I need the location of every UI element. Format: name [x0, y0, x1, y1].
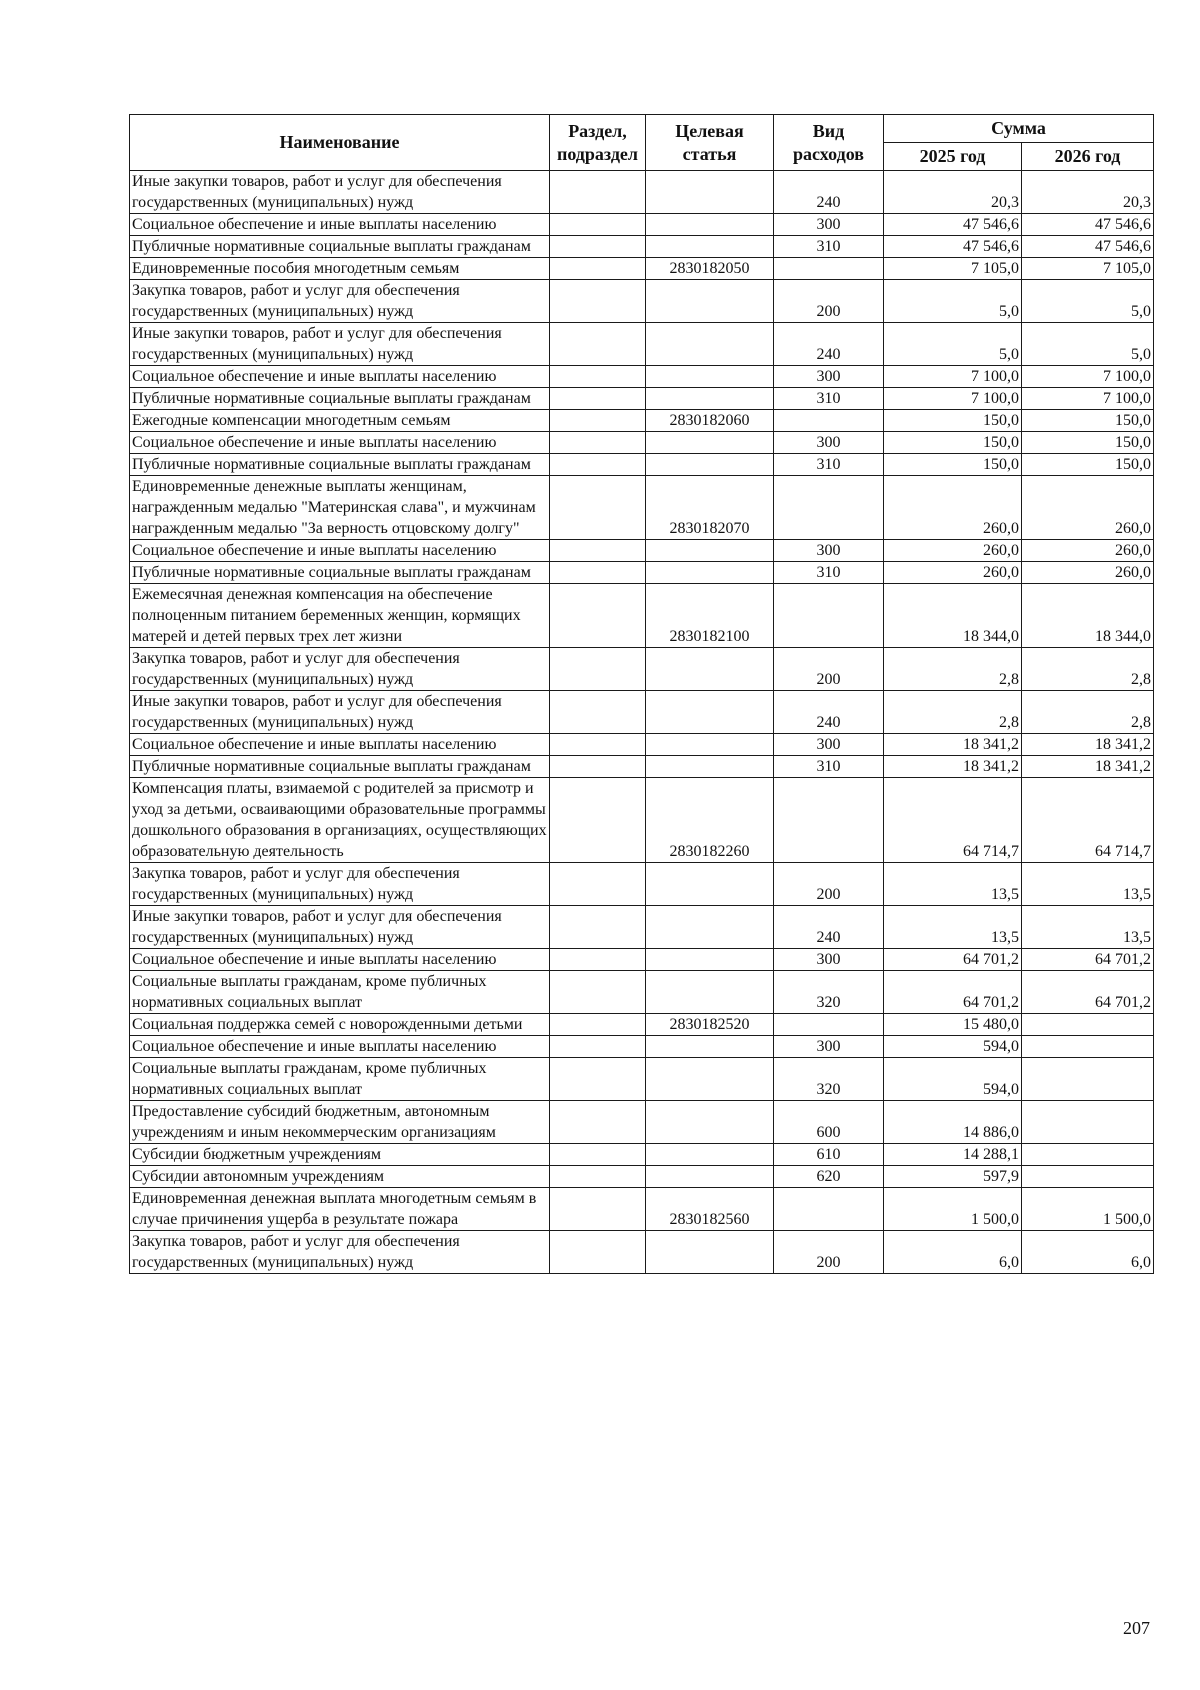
table-row	[130, 691, 1154, 734]
cell-target: 2830182050	[646, 258, 774, 280]
cell-target	[646, 1231, 774, 1274]
cell-section	[550, 971, 646, 1014]
cell-2026: 260,0	[1022, 540, 1154, 562]
cell-target: 2830182070	[646, 476, 774, 540]
cell-expense: 240	[774, 906, 884, 949]
table-row	[130, 540, 1154, 562]
cell-2026: 13,5	[1022, 906, 1154, 949]
cell-target	[646, 691, 774, 734]
cell-section	[550, 171, 646, 214]
cell-target: 2830182100	[646, 584, 774, 648]
cell-target	[646, 236, 774, 258]
cell-2026: 18 341,2	[1022, 756, 1154, 778]
cell-2025: 47 546,6	[884, 236, 1022, 258]
header-sum: Сумма	[884, 115, 1154, 143]
cell-section	[550, 476, 646, 540]
cell-name: Закупка товаров, работ и услуг для обеспечения государственных (муниципальных) нужд	[130, 863, 550, 906]
cell-target: 2830182260	[646, 778, 774, 863]
cell-name: Предоставление субсидий бюджетным, автономным учреждениям и иным некоммерческим организациям	[130, 1101, 550, 1144]
cell-name: Ежегодные компенсации многодетным семьям	[130, 410, 550, 432]
table-row	[130, 648, 1154, 691]
cell-target	[646, 971, 774, 1014]
cell-section	[550, 236, 646, 258]
cell-2026: 47 546,6	[1022, 214, 1154, 236]
cell-2025: 18 341,2	[884, 756, 1022, 778]
cell-2026: 64 701,2	[1022, 949, 1154, 971]
cell-2025: 260,0	[884, 476, 1022, 540]
budget-table	[129, 114, 1154, 1274]
cell-expense	[774, 258, 884, 280]
cell-2025: 5,0	[884, 280, 1022, 323]
table-row	[130, 1231, 1154, 1274]
cell-2026	[1022, 1101, 1154, 1144]
cell-target	[646, 1036, 774, 1058]
cell-2025: 64 701,2	[884, 971, 1022, 1014]
cell-target	[646, 734, 774, 756]
cell-2026: 13,5	[1022, 863, 1154, 906]
cell-expense	[774, 476, 884, 540]
cell-2026: 6,0	[1022, 1231, 1154, 1274]
table-row	[130, 906, 1154, 949]
table-row	[130, 454, 1154, 476]
cell-2026	[1022, 1036, 1154, 1058]
cell-2026: 64 701,2	[1022, 971, 1154, 1014]
cell-2026	[1022, 1058, 1154, 1101]
cell-expense: 200	[774, 1231, 884, 1274]
cell-name: Социальное обеспечение и иные выплаты населению	[130, 366, 550, 388]
cell-2025: 18 341,2	[884, 734, 1022, 756]
table-row	[130, 756, 1154, 778]
table-body	[130, 171, 1154, 1274]
table-row	[130, 734, 1154, 756]
cell-name: Публичные нормативные социальные выплаты гражданам	[130, 388, 550, 410]
table-row	[130, 1058, 1154, 1101]
cell-2025: 7 100,0	[884, 366, 1022, 388]
cell-2025: 1 500,0	[884, 1188, 1022, 1231]
cell-section	[550, 1144, 646, 1166]
cell-2026: 150,0	[1022, 432, 1154, 454]
cell-2025: 64 701,2	[884, 949, 1022, 971]
cell-expense: 310	[774, 388, 884, 410]
table-row	[130, 1101, 1154, 1144]
cell-name: Публичные нормативные социальные выплаты гражданам	[130, 236, 550, 258]
cell-name: Ежемесячная денежная компенсация на обеспечение полноценным питанием беременных женщин, кормящих матерей и детей первых трех лет жизни	[130, 584, 550, 648]
cell-target	[646, 323, 774, 366]
cell-section	[550, 454, 646, 476]
cell-2026: 2,8	[1022, 648, 1154, 691]
cell-target	[646, 863, 774, 906]
cell-expense: 240	[774, 323, 884, 366]
cell-name: Иные закупки товаров, работ и услуг для обеспечения государственных (муниципальных) нужд	[130, 323, 550, 366]
cell-name: Социальное обеспечение и иные выплаты населению	[130, 1036, 550, 1058]
cell-section	[550, 1231, 646, 1274]
cell-2025: 150,0	[884, 454, 1022, 476]
cell-expense	[774, 584, 884, 648]
cell-2026: 150,0	[1022, 454, 1154, 476]
cell-2025: 594,0	[884, 1036, 1022, 1058]
cell-expense	[774, 410, 884, 432]
cell-target: 2830182560	[646, 1188, 774, 1231]
cell-section	[550, 562, 646, 584]
cell-target	[646, 432, 774, 454]
cell-section	[550, 691, 646, 734]
cell-2026: 1 500,0	[1022, 1188, 1154, 1231]
table-row	[130, 1166, 1154, 1188]
cell-target	[646, 648, 774, 691]
cell-section	[550, 648, 646, 691]
cell-2025: 13,5	[884, 863, 1022, 906]
cell-2026: 7 100,0	[1022, 366, 1154, 388]
cell-expense: 610	[774, 1144, 884, 1166]
cell-2026: 47 546,6	[1022, 236, 1154, 258]
cell-target	[646, 280, 774, 323]
cell-expense	[774, 778, 884, 863]
cell-section	[550, 323, 646, 366]
table-row	[130, 476, 1154, 540]
cell-2025: 150,0	[884, 410, 1022, 432]
cell-section	[550, 584, 646, 648]
table-row	[130, 280, 1154, 323]
cell-2026: 2,8	[1022, 691, 1154, 734]
cell-target	[646, 454, 774, 476]
cell-section	[550, 778, 646, 863]
cell-expense: 300	[774, 949, 884, 971]
cell-2025: 18 344,0	[884, 584, 1022, 648]
cell-2025: 2,8	[884, 648, 1022, 691]
cell-name: Иные закупки товаров, работ и услуг для обеспечения государственных (муниципальных) нужд	[130, 906, 550, 949]
header-name: Наименование	[130, 115, 550, 171]
cell-2025: 2,8	[884, 691, 1022, 734]
cell-name: Закупка товаров, работ и услуг для обеспечения государственных (муниципальных) нужд	[130, 1231, 550, 1274]
cell-name: Публичные нормативные социальные выплаты гражданам	[130, 454, 550, 476]
cell-expense: 310	[774, 756, 884, 778]
cell-expense: 310	[774, 454, 884, 476]
cell-name: Социальные выплаты гражданам, кроме публичных нормативных социальных выплат	[130, 971, 550, 1014]
table-row	[130, 1188, 1154, 1231]
cell-section	[550, 1166, 646, 1188]
cell-expense	[774, 1188, 884, 1231]
cell-section	[550, 540, 646, 562]
cell-name: Социальное обеспечение и иные выплаты населению	[130, 734, 550, 756]
cell-target	[646, 540, 774, 562]
cell-expense: 300	[774, 366, 884, 388]
cell-2026	[1022, 1014, 1154, 1036]
table-row	[130, 971, 1154, 1014]
cell-2025: 47 546,6	[884, 214, 1022, 236]
cell-2025: 14 288,1	[884, 1144, 1022, 1166]
cell-target	[646, 1166, 774, 1188]
cell-name: Иные закупки товаров, работ и услуг для обеспечения государственных (муниципальных) нужд	[130, 691, 550, 734]
cell-name: Субсидии бюджетным учреждениям	[130, 1144, 550, 1166]
cell-section	[550, 388, 646, 410]
header-row	[130, 115, 1154, 143]
cell-target: 2830182060	[646, 410, 774, 432]
cell-name: Компенсация платы, взимаемой с родителей за присмотр и уход за детьми, осваивающими образовательные программы дошкольного образования в организациях, осуществляющих образовательную деятельность	[130, 778, 550, 863]
cell-2025: 6,0	[884, 1231, 1022, 1274]
cell-expense	[774, 1014, 884, 1036]
cell-2025: 20,3	[884, 171, 1022, 214]
cell-expense: 240	[774, 691, 884, 734]
header-target: Целевая статья	[646, 115, 774, 171]
cell-2025: 5,0	[884, 323, 1022, 366]
cell-target	[646, 1058, 774, 1101]
cell-expense: 200	[774, 648, 884, 691]
cell-2026: 64 714,7	[1022, 778, 1154, 863]
cell-name: Социальные выплаты гражданам, кроме публичных нормативных социальных выплат	[130, 1058, 550, 1101]
cell-section	[550, 432, 646, 454]
table-row	[130, 171, 1154, 214]
table-row	[130, 778, 1154, 863]
cell-2026: 5,0	[1022, 323, 1154, 366]
cell-expense: 310	[774, 236, 884, 258]
cell-2025: 150,0	[884, 432, 1022, 454]
cell-2025: 597,9	[884, 1166, 1022, 1188]
cell-target	[646, 171, 774, 214]
table-row	[130, 323, 1154, 366]
cell-2025: 7 105,0	[884, 258, 1022, 280]
cell-target	[646, 388, 774, 410]
table-row	[130, 562, 1154, 584]
cell-name: Иные закупки товаров, работ и услуг для обеспечения государственных (муниципальных) нужд	[130, 171, 550, 214]
cell-section	[550, 1014, 646, 1036]
cell-target	[646, 562, 774, 584]
table-row	[130, 1036, 1154, 1058]
cell-2026: 7 105,0	[1022, 258, 1154, 280]
cell-target	[646, 1101, 774, 1144]
cell-expense: 320	[774, 971, 884, 1014]
table-row	[130, 236, 1154, 258]
cell-name: Социальное обеспечение и иные выплаты населению	[130, 540, 550, 562]
cell-section	[550, 1058, 646, 1101]
cell-2026: 7 100,0	[1022, 388, 1154, 410]
cell-expense: 200	[774, 863, 884, 906]
cell-expense: 200	[774, 280, 884, 323]
cell-target: 2830182520	[646, 1014, 774, 1036]
table-row	[130, 1014, 1154, 1036]
cell-section	[550, 756, 646, 778]
cell-name: Закупка товаров, работ и услуг для обеспечения государственных (муниципальных) нужд	[130, 648, 550, 691]
cell-section	[550, 280, 646, 323]
table-row	[130, 410, 1154, 432]
cell-name: Социальное обеспечение и иные выплаты населению	[130, 432, 550, 454]
cell-2026	[1022, 1144, 1154, 1166]
cell-2025: 13,5	[884, 906, 1022, 949]
cell-2025: 260,0	[884, 562, 1022, 584]
cell-section	[550, 906, 646, 949]
cell-expense: 300	[774, 214, 884, 236]
table-row	[130, 432, 1154, 454]
cell-2025: 260,0	[884, 540, 1022, 562]
cell-target	[646, 366, 774, 388]
cell-expense: 300	[774, 734, 884, 756]
cell-2025: 7 100,0	[884, 388, 1022, 410]
cell-target	[646, 949, 774, 971]
cell-2026	[1022, 1166, 1154, 1188]
cell-2026: 150,0	[1022, 410, 1154, 432]
cell-name: Социальное обеспечение и иные выплаты населению	[130, 949, 550, 971]
header-section: Раздел, подраздел	[550, 115, 646, 171]
cell-name: Закупка товаров, работ и услуг для обеспечения государственных (муниципальных) нужд	[130, 280, 550, 323]
cell-expense: 620	[774, 1166, 884, 1188]
table-row	[130, 1144, 1154, 1166]
table-row	[130, 949, 1154, 971]
cell-expense: 600	[774, 1101, 884, 1144]
cell-2026: 5,0	[1022, 280, 1154, 323]
cell-target	[646, 906, 774, 949]
cell-2026: 260,0	[1022, 476, 1154, 540]
cell-expense: 240	[774, 171, 884, 214]
cell-2025: 64 714,7	[884, 778, 1022, 863]
cell-section	[550, 1036, 646, 1058]
cell-name: Единовременные пособия многодетным семьям	[130, 258, 550, 280]
cell-2025: 15 480,0	[884, 1014, 1022, 1036]
cell-2025: 14 886,0	[884, 1101, 1022, 1144]
cell-2026: 18 344,0	[1022, 584, 1154, 648]
cell-2026: 260,0	[1022, 562, 1154, 584]
header-expense: Вид расходов	[774, 115, 884, 171]
cell-section	[550, 1188, 646, 1231]
table-row	[130, 366, 1154, 388]
cell-section	[550, 1101, 646, 1144]
cell-expense: 300	[774, 540, 884, 562]
cell-2026: 20,3	[1022, 171, 1154, 214]
cell-name: Публичные нормативные социальные выплаты гражданам	[130, 756, 550, 778]
cell-2025: 594,0	[884, 1058, 1022, 1101]
cell-section	[550, 410, 646, 432]
cell-expense: 320	[774, 1058, 884, 1101]
cell-section	[550, 214, 646, 236]
cell-section	[550, 734, 646, 756]
cell-name: Субсидии автономным учреждениям	[130, 1166, 550, 1188]
table-row	[130, 258, 1154, 280]
cell-target	[646, 214, 774, 236]
cell-name: Социальная поддержка семей с новорожденными детьми	[130, 1014, 550, 1036]
cell-target	[646, 756, 774, 778]
cell-expense: 310	[774, 562, 884, 584]
cell-expense: 300	[774, 432, 884, 454]
cell-name: Социальное обеспечение и иные выплаты населению	[130, 214, 550, 236]
cell-name: Публичные нормативные социальные выплаты гражданам	[130, 562, 550, 584]
header-year-2026: 2026 год	[1022, 143, 1154, 171]
table-row	[130, 584, 1154, 648]
cell-section	[550, 366, 646, 388]
cell-name: Единовременные денежные выплаты женщинам, награжденным медалью "Материнская слава", и мужчинам награжденным медалью "За верность отцовскому долгу"	[130, 476, 550, 540]
cell-section	[550, 258, 646, 280]
cell-2026: 18 341,2	[1022, 734, 1154, 756]
cell-target	[646, 1144, 774, 1166]
table-row	[130, 863, 1154, 906]
cell-expense: 300	[774, 1036, 884, 1058]
cell-section	[550, 863, 646, 906]
page-number: 207	[1123, 1618, 1150, 1638]
table-row	[130, 214, 1154, 236]
header-year-2025: 2025 год	[884, 143, 1022, 171]
cell-name: Единовременная денежная выплата многодетным семьям в случае причинения ущерба в результате пожара	[130, 1188, 550, 1231]
cell-section	[550, 949, 646, 971]
table-row	[130, 388, 1154, 410]
